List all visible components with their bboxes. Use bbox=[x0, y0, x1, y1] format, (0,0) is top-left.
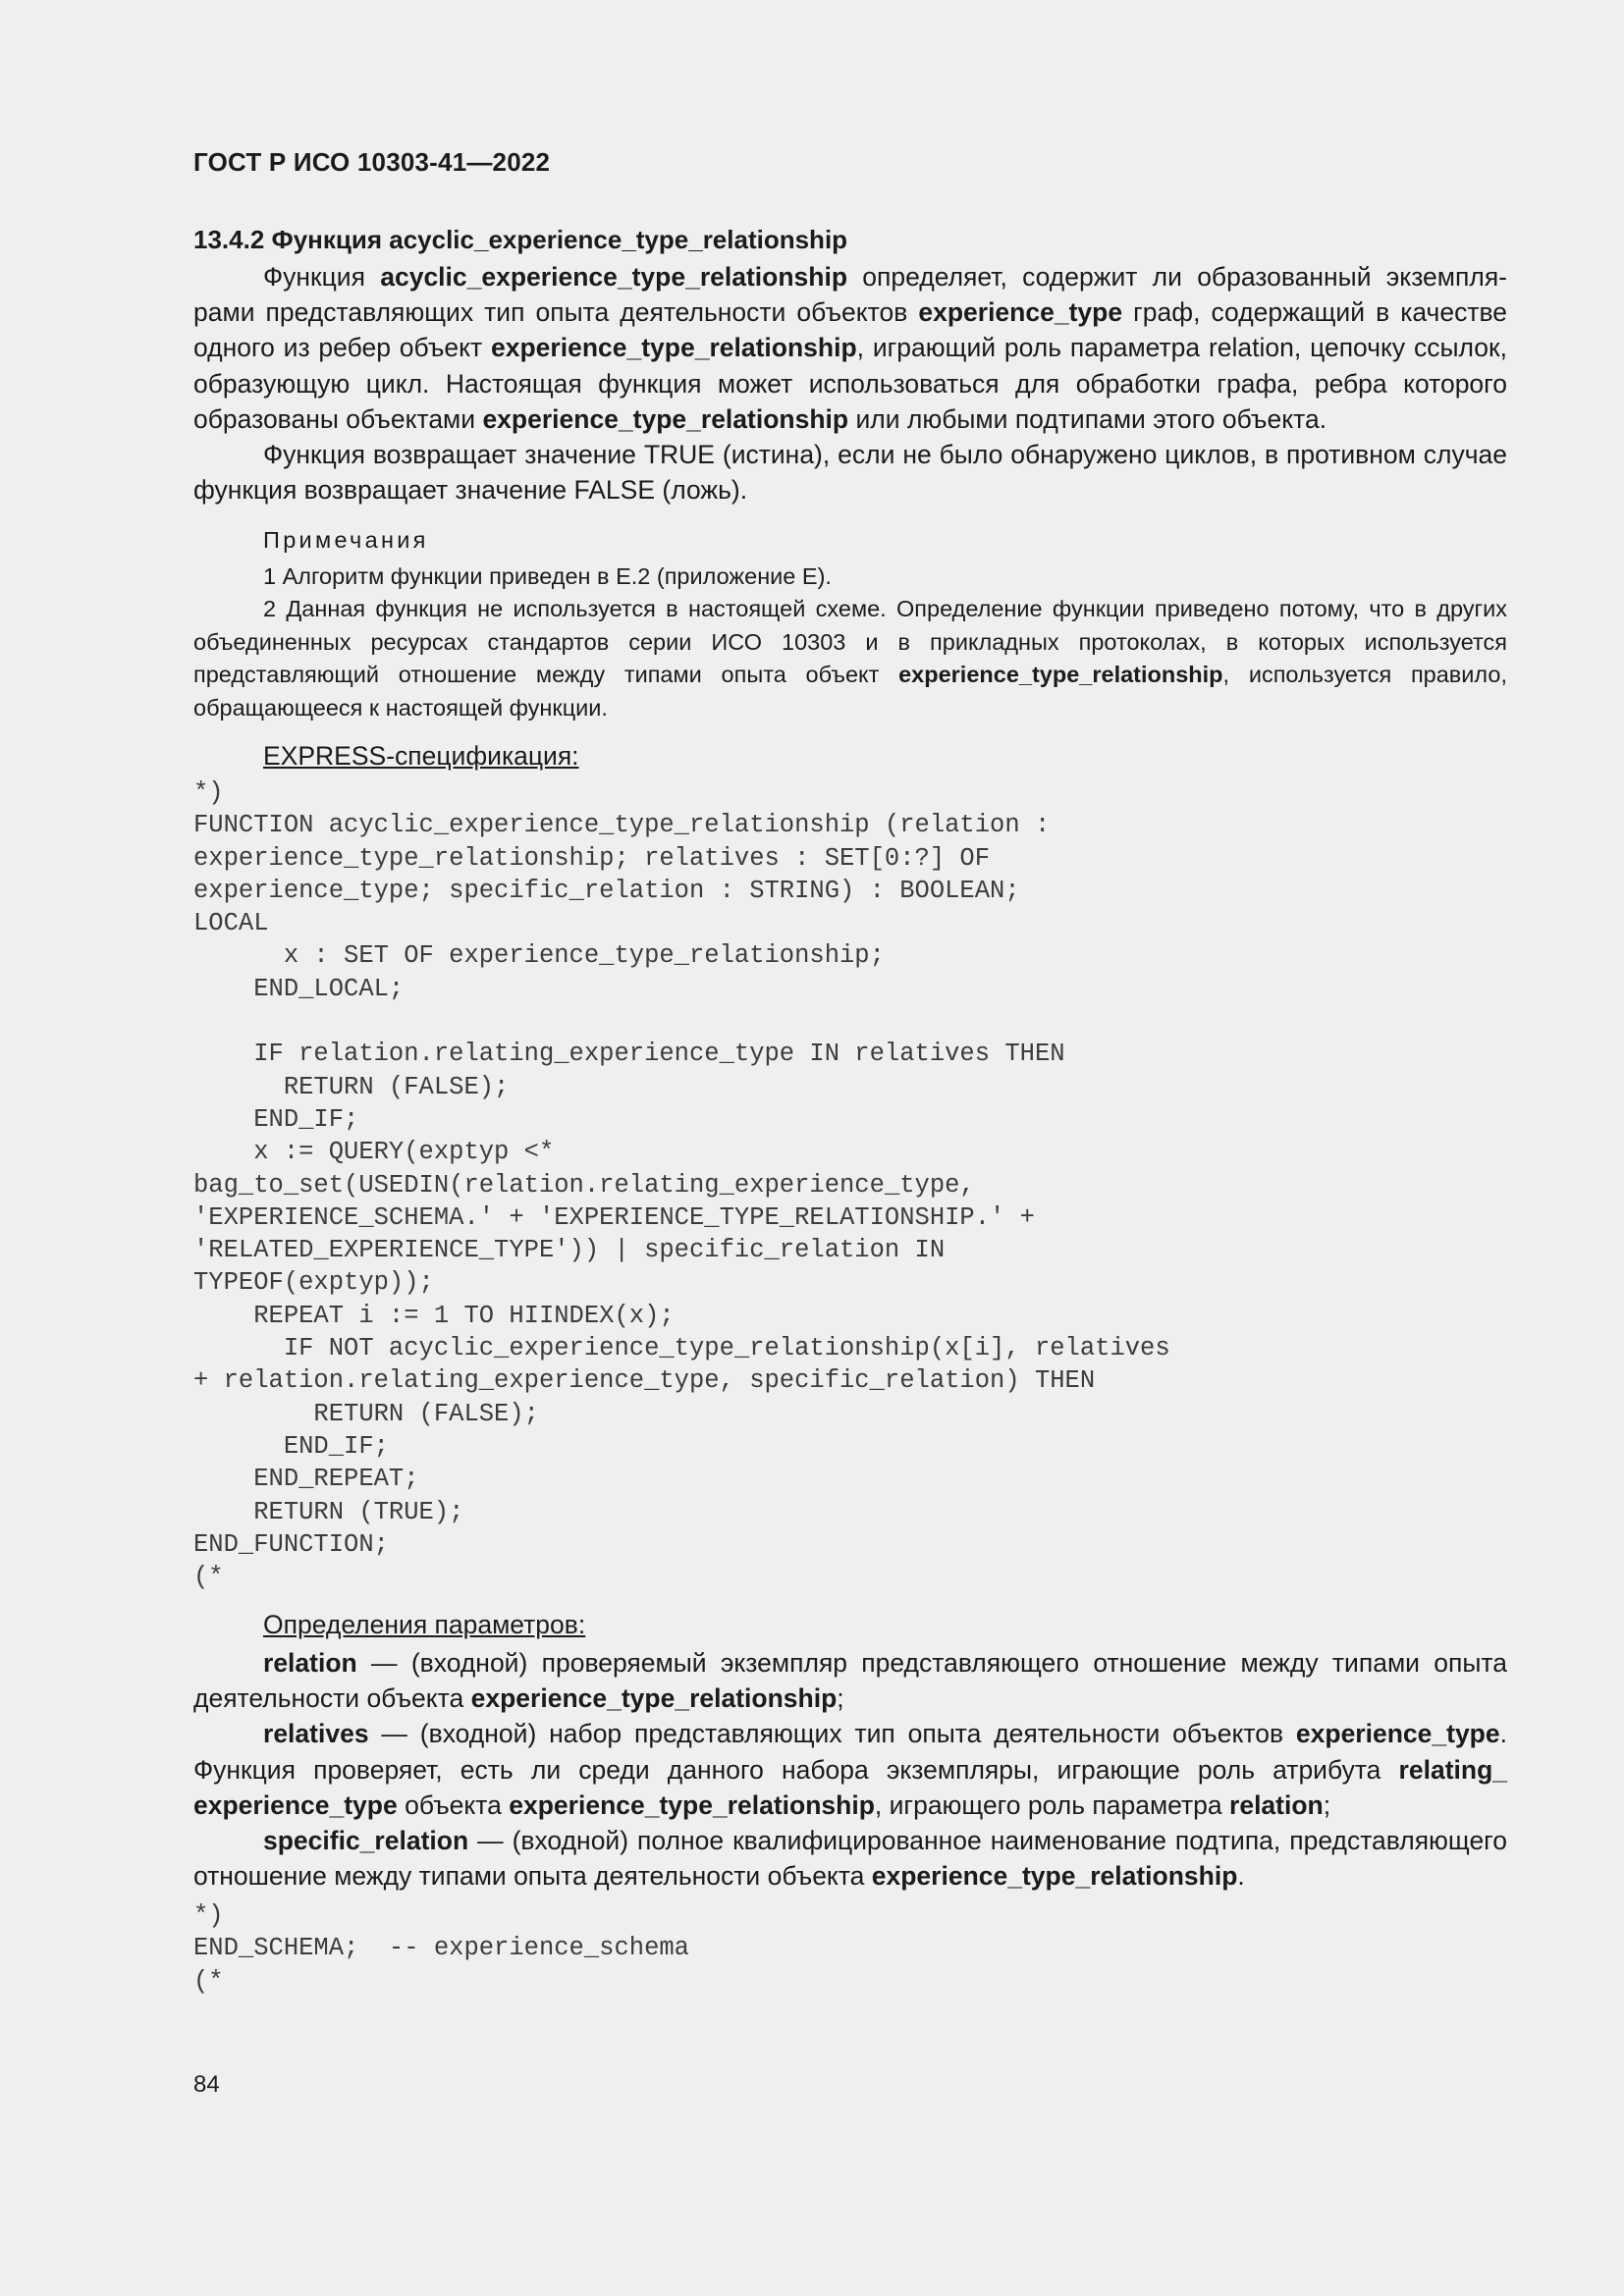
document-header: ГОСТ Р ИСО 10303-41—2022 bbox=[193, 147, 551, 177]
express-heading: EXPRESS-спецификация: bbox=[263, 741, 579, 771]
param-specific-relation: specific_relation — (входной) полное квалифицированное наименование подтипа, представляющего отношение между типами опыта деятельности объекта experience_type_relationship. bbox=[193, 1826, 1507, 1892]
parameters-heading: Определения параметров: bbox=[263, 1610, 586, 1639]
intro-paragraph-2: Функция возвращает значение TRUE (истина), если не было обнаружено циклов, в противном случае функция возвращает значение FALSE (ложь). bbox=[193, 440, 1507, 506]
note-2: 2 Данная функция не используется в настоящей схеме. Определение функции приведено потому, что в других объединенных ресурсах стандартов серии ИСО 10303 и в прикладных протоколах, в которых используется представляющий отношение между типами опыта объект experience_type_relationship, используется правило, обращающееся к настоящей функции. bbox=[193, 596, 1507, 721]
parameters-definitions bbox=[193, 1645, 1507, 1894]
notes-title: Примечания bbox=[263, 527, 429, 553]
param-relation: relation — (входной) проверяемый экземпляр представляющего отношение между типами опыта деятельности объекта experience_type_relationship; bbox=[193, 1648, 1507, 1714]
page-number: 84 bbox=[193, 2071, 220, 2098]
section-title: 13.4.2 Функция acyclic_experience_type_relationship bbox=[193, 225, 848, 254]
intro-paragraph-1: Функция acyclic_experience_type_relationship определяет, содержит ли образованный экземплярами представляющих тип опыта деятельности объектов experience_type граф, содержащий в качестве одного из ребер объект experience_type_relationship, играющий роль параметра relation, цепочку ссылок, образующую цикл. Настоящая функция может использоваться для обработки графа, ребра которого образованы объектами experience_type_relationship или любыми подтипами этого объекта. bbox=[193, 262, 1507, 434]
param-relatives: relatives — (входной) набор представляющих тип опыта деятельности объектов experience_type. Функция проверяет, есть ли среди данного набора экземпляры, играющие роль атрибута relating_ experience_type объекта experience_type_relationship, играющего роль параметра relation; bbox=[193, 1719, 1507, 1820]
notes-block bbox=[193, 524, 1507, 725]
express-code-listing: *) FUNCTION acyclic_experience_type_relationship (relation : experience_type_relationship; relatives : SET[0:?] OF experience_type; specific_relation : STRING) : BOOLEAN; LOCAL x : SET OF experience_type_relationship; END_LOCAL; IF relation.relating_experience_type IN relatives THEN RETURN (FALSE); END_IF; x := QUERY(exptyp <* bag_to_set(USEDIN(relation.relating_experience_type, 'EXPERIENCE_SCHEMA.' + 'EXPERIENCE_TYPE_RELATIONSHIP.' + 'RELATED_EXPERIENCE_TYPE')) | specific_relation IN TYPEOF(exptyp)); REPEAT i := 1 TO HIINDEX(x); IF NOT acyclic_experience_type_relationship(x[i], relatives + relation.relating_experience_type, specific_relation) THEN RETURN (FALSE); END_IF; END_REPEAT; RETURN (TRUE); END_FUNCTION; (* bbox=[193, 778, 1170, 1592]
schema-end-code: *) END_SCHEMA; -- experience_schema (* bbox=[193, 1901, 689, 1996]
intro-text bbox=[193, 259, 1507, 507]
note-1: 1 Алгоритм функции приведен в Е.2 (приложение Е). bbox=[263, 562, 832, 589]
